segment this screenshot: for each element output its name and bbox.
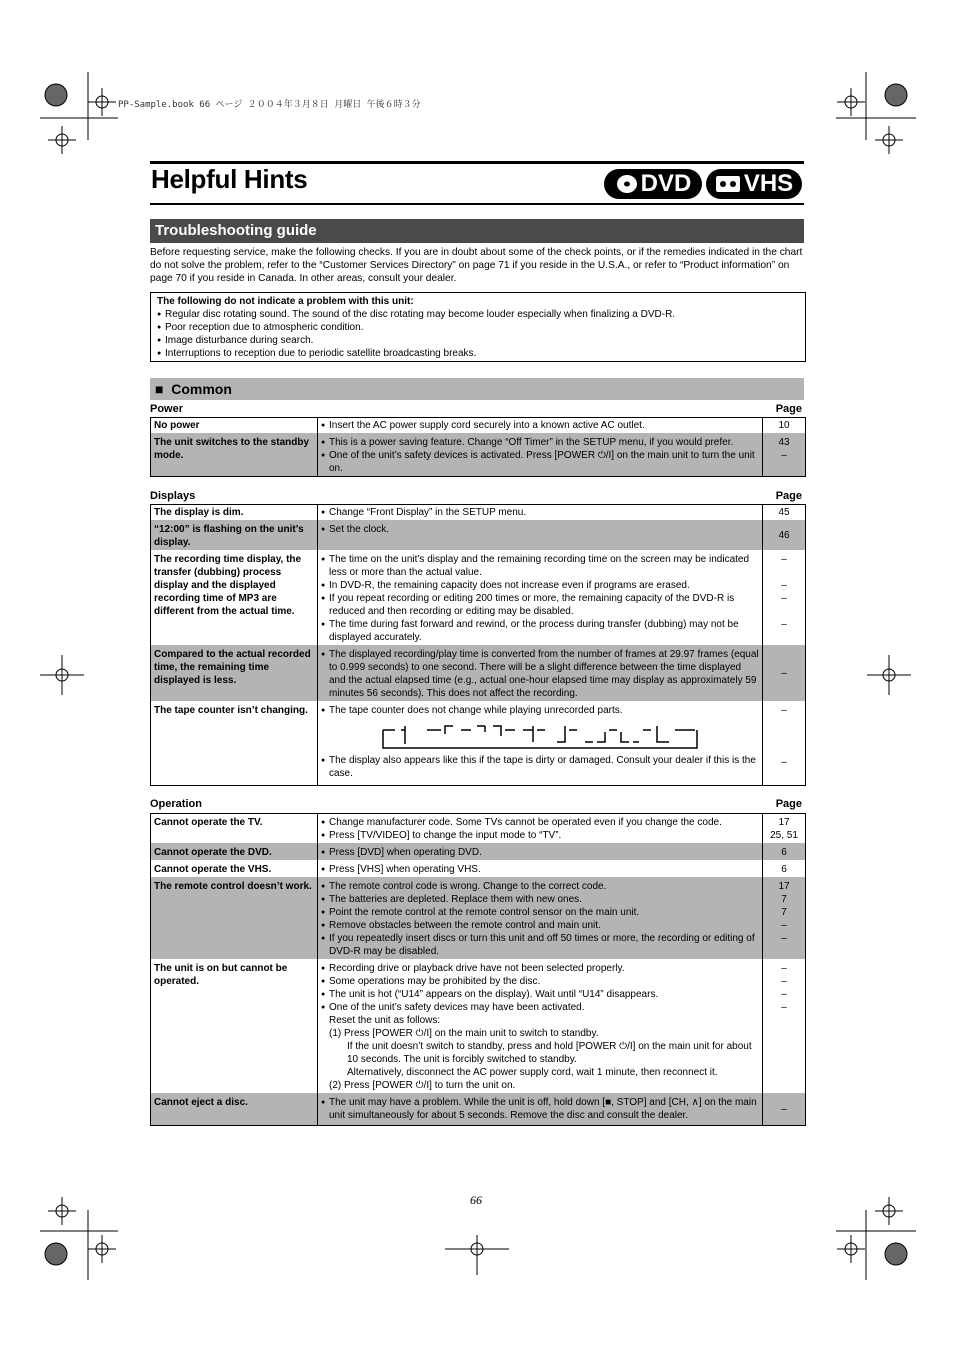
fix-item: ● The displayed recording/play time is converted from the number of frames at 29.97 frames (equal to 0.999 seconds) to one second. There will be a slight difference between the time displayed and the actual elapsed time (e.g., actual one-hour elapsed time may display as approximately 59 minutes 56 seconds). This does not affect the recording. — [321, 648, 759, 700]
problem-cell: The display is dim. — [151, 505, 318, 521]
fix-item: ● The batteries are depleted. Replace them with new ones. — [321, 893, 759, 906]
displays-title: Displays — [150, 490, 196, 502]
vhs-label: VHS — [743, 170, 794, 197]
fix-cell — [318, 814, 763, 844]
page-column-label: Page — [775, 798, 802, 810]
notice-item: ● Image disturbance during search. — [157, 334, 799, 347]
fix-item: ● In DVD-R, the remaining capacity does not increase even if programs are erased. — [321, 579, 759, 592]
page-cell: 17 7 7 – – — [763, 877, 806, 959]
fix-cell — [318, 959, 763, 1093]
fix-cell — [318, 860, 763, 877]
displays-table — [150, 504, 806, 786]
notice-item: ● Poor reception due to atmospheric condition. — [157, 321, 799, 334]
fix-item: ● The time on the unit’s display and the remaining recording time on the screen may be indicated less or more than the actual value. — [321, 553, 759, 579]
operation-title: Operation — [150, 798, 202, 810]
page-cell: 17 25, 51 — [763, 814, 806, 844]
fix-cell — [318, 843, 763, 860]
fix-item: ● The tape counter does not change while playing unrecorded parts. — [321, 704, 759, 717]
table-row — [151, 814, 806, 844]
square-icon: ■ — [155, 381, 164, 397]
table-row — [151, 418, 806, 434]
page-cell: – – – – — [763, 550, 806, 645]
power-subheading — [150, 403, 802, 415]
fix-cell — [318, 550, 763, 645]
problem-cell: The remote control doesn’t work. — [151, 877, 318, 959]
page-column-label: Page — [775, 403, 802, 415]
reset-step: Reset the unit as follows: — [329, 1015, 441, 1026]
table-row — [151, 843, 806, 860]
page-cell: 46 — [763, 520, 806, 550]
reset-step: Alternatively, disconnect the AC power supply cord, wait 1 minute, then reconnect it. — [347, 1067, 718, 1078]
problem-cell: The unit is on but cannot be operated. — [151, 959, 318, 1093]
notice-heading: The following do not indicate a problem with this unit: — [157, 296, 414, 307]
page-cell: 6 — [763, 860, 806, 877]
fix-item: ● One of the unit’s safety devices may have been activated. — [321, 1001, 759, 1014]
page-cell: 43 – — [763, 433, 806, 477]
tape-counter-animation-figure — [381, 722, 699, 752]
fix-item: ● Press [TV/VIDEO] to change the input mode to “TV”. — [321, 829, 759, 842]
table-row — [151, 877, 806, 959]
notice-item: ● Regular disc rotating sound. The sound of the disc rotating may become louder especially when finalizing a DVD-R. — [157, 308, 799, 321]
common-heading — [150, 378, 804, 400]
fix-item: ● The time during fast forward and rewind, or the process during transfer (dubbing) may not be displayed accurately. — [321, 618, 759, 644]
page-title: Helpful Hints — [151, 164, 308, 194]
dvd-label: DVD — [640, 170, 692, 197]
fix-cell — [318, 433, 763, 477]
intro-text: Before requesting service, make the following checks. If you are in doubt about some of the check points, or if the remedies indicated in the chart do not solve the problem, refer to the “Customer Services Directory” on page 71 if you reside in the U.S.A., or refer to “Product information” on page 70 if you reside in Canada. In other areas, consult your dealer. — [150, 247, 803, 284]
fix-item: ● Point the remote control at the remote control sensor on the main unit. — [321, 906, 759, 919]
fix-item: ● Insert the AC power supply cord securely into a known active AC outlet. — [321, 419, 759, 432]
fix-item: ● Press [VHS] when operating VHS. — [321, 863, 759, 876]
problem-cell: Cannot eject a disc. — [151, 1093, 318, 1126]
problem-cell: The tape counter isn’t changing. — [151, 701, 318, 786]
cassette-icon — [715, 175, 741, 193]
common-label: Common — [171, 381, 232, 397]
operation-subheading — [150, 798, 802, 810]
fix-item: ● The unit is hot (“U14” appears on the display). Wait until “U14” disappears. — [321, 988, 759, 1001]
problem-cell: Compared to the actual recorded time, the remaining time displayed is less. — [151, 645, 318, 701]
fix-cell — [318, 701, 763, 786]
notice-item: ● Interruptions to reception due to periodic satellite broadcasting breaks. — [157, 347, 799, 360]
table-row — [151, 645, 806, 701]
fix-cell — [318, 520, 763, 550]
reset-step: (1) Press [POWER ⏻/I] on the main unit to switch to standby. — [329, 1028, 599, 1039]
problem-cell: Cannot operate the TV. — [151, 814, 318, 844]
table-row — [151, 550, 806, 645]
power-title: Power — [150, 403, 184, 415]
section-title: Troubleshooting guide — [150, 219, 804, 243]
page-cell: – – – – — [763, 959, 806, 1093]
fix-cell — [318, 418, 763, 434]
page-cell: – — [763, 1093, 806, 1126]
problem-cell: No power — [151, 418, 318, 434]
fix-item: ● The display also appears like this if the tape is dirty or damaged. Consult your dealer if this is the case. — [321, 754, 759, 780]
operation-table — [150, 813, 806, 1126]
page-cell: 6 — [763, 843, 806, 860]
fix-cell — [318, 645, 763, 701]
fix-item: ● Change manufacturer code. Some TVs cannot be operated even if you change the code. — [321, 816, 759, 829]
problem-cell: Cannot operate the DVD. — [151, 843, 318, 860]
fix-item: ● The unit may have a problem. While the unit is off, hold down [■, STOP] and [CH, ∧] on the main unit simultaneously for about 5 seconds. Remove the disc and consult the dealer. — [321, 1096, 759, 1122]
table-row — [151, 860, 806, 877]
page-column-label: Page — [775, 490, 802, 502]
page-cell: – – — [763, 701, 806, 786]
problem-cell: “12:00” is flashing on the unit’s display. — [151, 520, 318, 550]
page-cell: 45 — [763, 505, 806, 521]
print-meta: PP-Sample.book 66 ページ ２００４年３月８日 月曜日 午後６時３分 — [118, 100, 421, 110]
dvd-badge — [604, 169, 702, 199]
fix-item: ● The remote control code is wrong. Change to the correct code. — [321, 880, 759, 893]
fix-cell — [318, 505, 763, 521]
table-row — [151, 505, 806, 521]
notice-box — [150, 292, 806, 362]
fix-cell — [318, 877, 763, 959]
fix-item: ● One of the unit’s safety devices is activated. Press [POWER ⏻/I] on the main unit to turn the unit on. — [321, 449, 759, 475]
fix-item: ● Set the clock. — [321, 523, 759, 536]
fix-item: ● Remove obstacles between the remote control and main unit. — [321, 919, 759, 932]
fix-item: ● Some operations may be prohibited by the disc. — [321, 975, 759, 988]
vhs-badge — [706, 169, 802, 199]
page-cell: – — [763, 645, 806, 701]
table-row — [151, 520, 806, 550]
fix-item: ● If you repeatedly insert discs or turn this unit and off 50 times or more, the recording or editing of DVD-R may be disabled. — [321, 932, 759, 958]
fix-cell — [318, 1093, 763, 1126]
table-row — [151, 433, 806, 477]
disc-icon — [615, 173, 639, 195]
fix-item: ● Change “Front Display” in the SETUP menu. — [321, 506, 759, 519]
problem-cell: Cannot operate the VHS. — [151, 860, 318, 877]
power-table — [150, 417, 806, 477]
page-number: 66 — [470, 1193, 482, 1207]
page-cell: 10 — [763, 418, 806, 434]
problem-cell: The recording time display, the transfer (dubbing) process display and the displayed recording time of MP3 are different from the actual time. — [151, 550, 318, 645]
reset-step: (2) Press [POWER ⏻/I] to turn the unit on. — [329, 1080, 516, 1091]
fix-item: ● This is a power saving feature. Change “Off Timer” in the SETUP menu, if you would prefer. — [321, 436, 759, 449]
title-rule-bottom — [150, 203, 804, 205]
fix-item: ● Recording drive or playback drive have not been selected properly. — [321, 962, 759, 975]
displays-subheading — [150, 490, 802, 502]
reset-step: If the unit doesn’t switch to standby, press and hold [POWER ⏻/I] on the main unit for about 10 seconds. The unit is forcibly switched to standby. — [347, 1041, 752, 1065]
table-row — [151, 1093, 806, 1126]
table-row — [151, 959, 806, 1093]
fix-item: ● Press [DVD] when operating DVD. — [321, 846, 759, 859]
fix-item: ● If you repeat recording or editing 200 times or more, the remaining capacity of the DVD-R is reduced and then recording or editing may be disabled. — [321, 592, 759, 618]
problem-cell: The unit switches to the standby mode. — [151, 433, 318, 477]
table-row — [151, 701, 806, 786]
